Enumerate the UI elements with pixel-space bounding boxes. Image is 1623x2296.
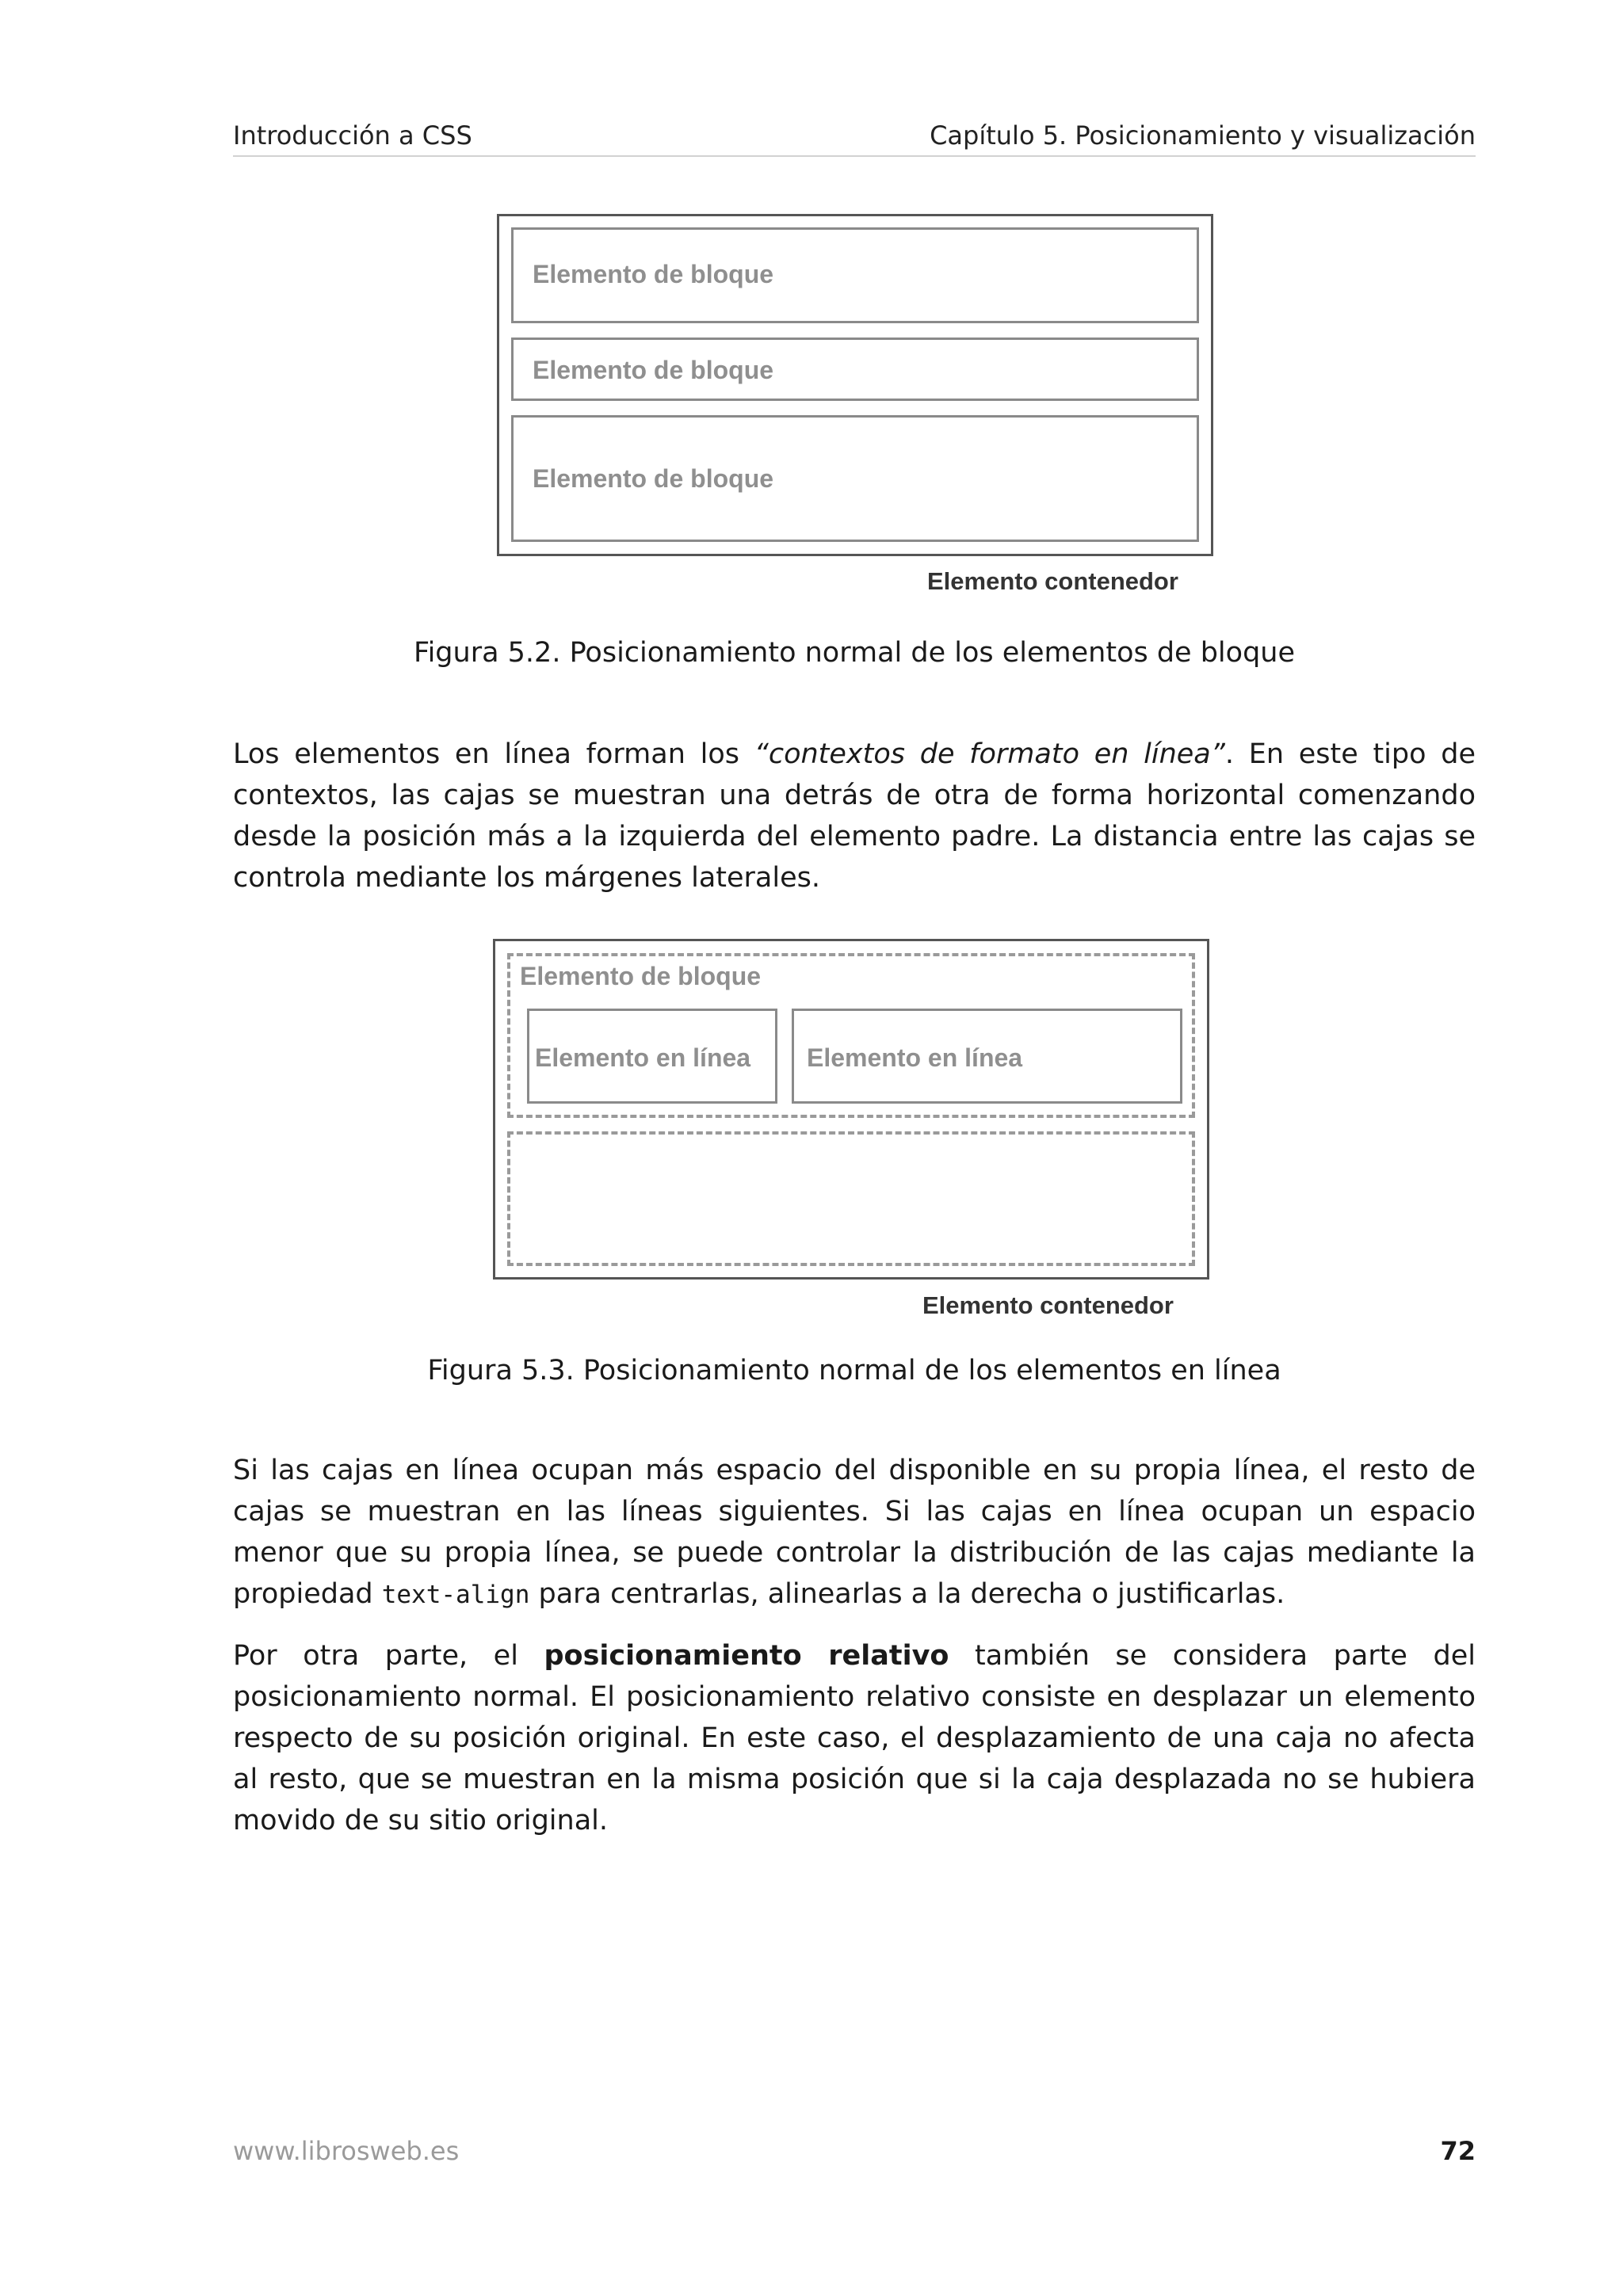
text-run: Los elementos en línea forman los <box>233 738 754 770</box>
container-label: Elemento contenedor <box>927 567 1178 595</box>
block-element-label: Elemento de bloque <box>533 356 774 384</box>
text-run: Si las cajas en línea ocupan más espacio del disponible en su propia línea, el resto de cajas se muestran en las líneas siguientes. Si las cajas en línea ocupan un espacio menor que su propia línea, se puede controlar la distribución de las cajas mediante la propiedad <box>233 1455 1476 1610</box>
block-element-label: Elemento de bloque <box>533 464 774 493</box>
italic-term: “contextos de formato en línea” <box>754 738 1225 770</box>
page-number: 72 <box>1440 2136 1476 2166</box>
text-run: también se considera parte del posicionamiento normal. El posicionamiento relativo consiste en desplazar un elemento respecto de su posición original. En este caso, el desplazamiento de una caja no afecta al resto, que se muestran en la misma posición que si la caja desplazada no se hubiera movido de su sitio original. <box>233 1640 1476 1836</box>
chapter-title: Capítulo 5. Posicionamiento y visualización <box>930 120 1476 151</box>
text-run: para centrarlas, alinearlas a la derecha o justificarlas. <box>529 1578 1285 1610</box>
inline-element-label: Elemento en línea <box>535 1043 751 1072</box>
block-element-label: Elemento de bloque <box>520 962 762 990</box>
dashed-empty-block <box>507 1131 1195 1266</box>
figure-caption: Figura 5.3. Posicionamiento normal de los elementos en línea <box>427 1355 1281 1386</box>
paragraph <box>233 1635 1476 1841</box>
container-label: Elemento contenedor <box>922 1291 1174 1319</box>
page-header <box>233 117 1476 157</box>
book-title: Introducción a CSS <box>233 120 472 151</box>
block-element-label: Elemento de bloque <box>533 260 774 288</box>
paragraph <box>233 734 1476 898</box>
figure-caption: Figura 5.2. Posicionamiento normal de los elementos de bloque <box>413 637 1296 669</box>
text-run: Por otra parte, el <box>233 1640 544 1672</box>
code-snippet: text-align <box>381 1581 530 1609</box>
bold-term: posicionamiento relativo <box>544 1640 949 1672</box>
site-url: www.librosweb.es <box>233 2136 460 2166</box>
paragraph <box>233 1450 1476 1615</box>
inline-element-label: Elemento en línea <box>807 1043 1023 1072</box>
text-run: . En este tipo de contextos, las cajas se muestran una detrás de otra de forma horizontal comenzando desde la posición más a la izquierda del elemento padre. La distancia entre las cajas se controla mediante los márgenes laterales. <box>233 738 1476 894</box>
